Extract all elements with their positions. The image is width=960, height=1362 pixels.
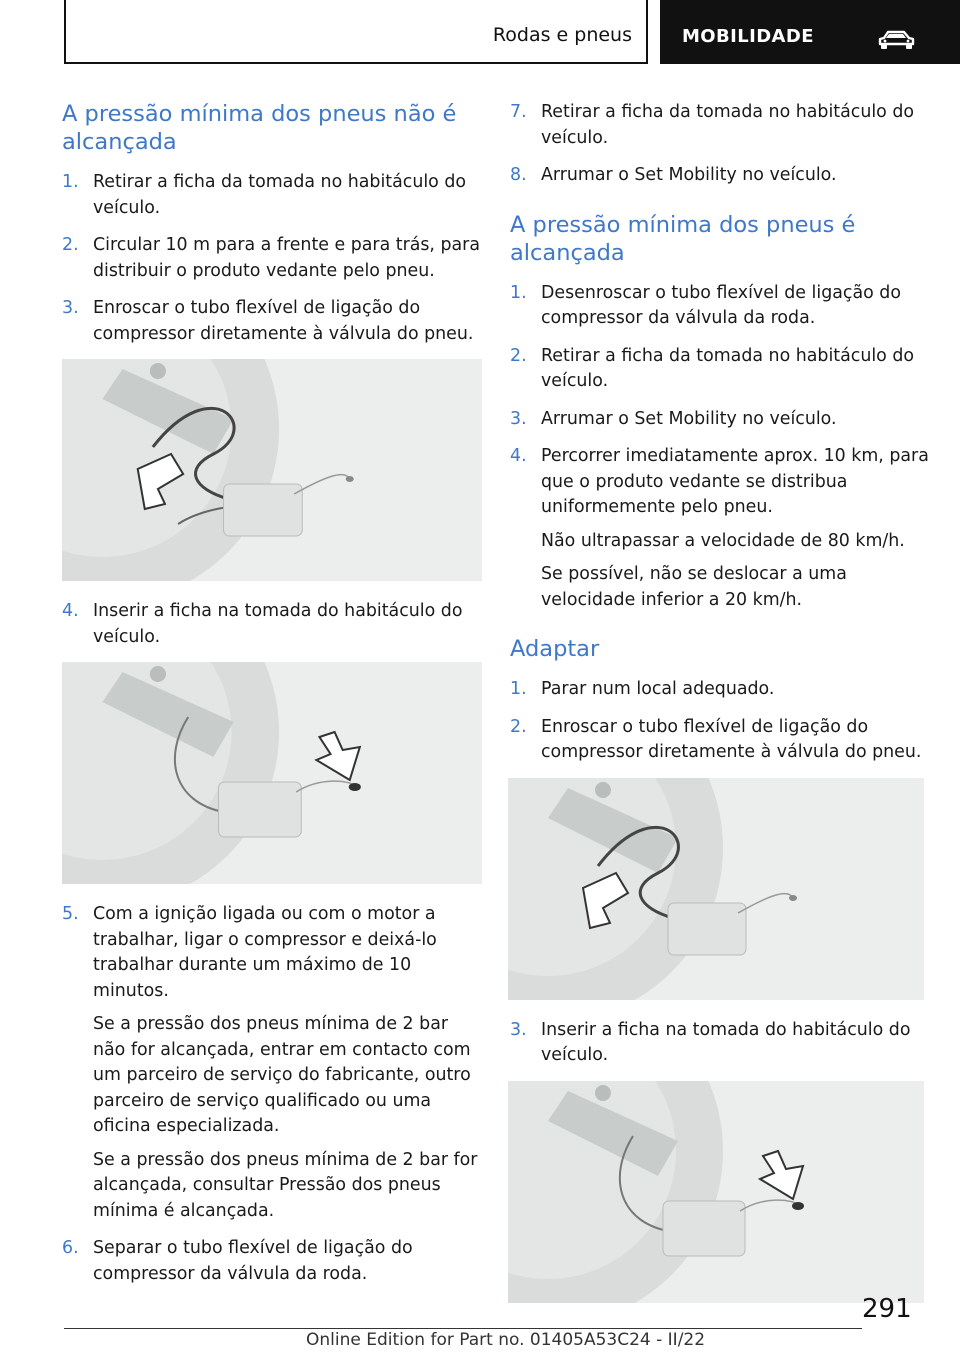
right-column xyxy=(510,100,930,1321)
section-heading-adaptar: Adaptar xyxy=(510,636,600,662)
section-title: Rodas e pneus xyxy=(492,24,632,46)
steps-list-continued xyxy=(510,100,930,189)
list-item: 1. Retirar a ficha da tomada no habitáculo do veículo. xyxy=(62,172,467,218)
steps-list-adaptar xyxy=(510,677,930,766)
list-item: 4. Inserir a ficha na tomada do habitáculo do veículo. xyxy=(62,601,463,647)
list-item: 6. Separar o tubo flexível de ligação do compressor da válvula da roda. xyxy=(62,1238,413,1284)
chapter-tab xyxy=(660,0,960,64)
section-heading-reached: A pressão mínima dos pneus é alcançada xyxy=(510,211,856,266)
illustration-plug-to-socket-2 xyxy=(508,1081,924,1303)
list-item: 7. Retirar a ficha da tomada no habitáculo do veículo. xyxy=(510,102,915,148)
list-item: 5. Com a ignição ligada ou com o motor a trabalhar, ligar o compressor e deixá-lo trabalhar durante um máximo de 10 minutos. Se a pressão dos pneus mínima de 2 bar não for alcançada, entrar em contacto com um parceiro de serviço do fabricante, outro parceiro de serviço qualificado ou uma oficina especializada. Se a pressão dos pneus mínima de 2 bar for alcançada, consultar Pressão dos pneus mínima é alcançada. xyxy=(62,902,482,1224)
steps-list-not-reached-c xyxy=(62,902,482,1287)
list-item: 1. Parar num local adequado. xyxy=(510,679,775,699)
note-min-speed: Se possível, não se deslocar a uma velocidade inferior a 20 km/h. xyxy=(541,564,847,610)
list-item: 3. Inserir a ficha na tomada do habitáculo do veículo. xyxy=(510,1019,911,1065)
section-heading-not-reached: A pressão mínima dos pneus não é alcançada xyxy=(62,101,457,155)
list-item: 2. Circular 10 m para a frente e para trás, para distribuir o produto vedante pelo pneu. xyxy=(62,235,480,281)
page-number: 291 xyxy=(862,1294,912,1324)
edition-footer: Online Edition for Part no. 01405A53C24 - II/22 xyxy=(306,1330,706,1350)
footer-divider xyxy=(64,1328,862,1329)
illustration-hose-to-valve-2 xyxy=(508,778,924,1000)
list-item: 1. Desenroscar o tubo flexível de ligação do compressor da válvula da roda. xyxy=(510,282,901,328)
steps-list-reached xyxy=(510,281,930,614)
illustration-plug-to-socket xyxy=(62,662,482,884)
list-item: 2. Retirar a ficha da tomada no habitáculo do veículo. xyxy=(510,345,915,391)
steps-list-not-reached xyxy=(62,170,482,347)
section-tab xyxy=(64,0,648,64)
car-icon xyxy=(874,28,918,52)
note-pressure-not-reached: Se a pressão dos pneus mínima de 2 bar não for alcançada, entrar em contacto com um parceiro de serviço do fabricante, outro parceiro de serviço qualificado ou uma oficina especializada. xyxy=(93,1014,471,1136)
note-speed-limit: Não ultrapassar a velocidade de 80 km/h. xyxy=(541,530,905,551)
left-column xyxy=(62,100,482,1299)
list-item: 3. Enroscar o tubo flexível de ligação do compressor diretamente à válvula do pneu. xyxy=(62,298,474,344)
chapter-title: MOBILIDADE xyxy=(682,26,814,47)
list-item: 3. Arrumar o Set Mobility no veículo. xyxy=(510,408,837,429)
illustration-hose-to-valve xyxy=(62,359,482,581)
page-header xyxy=(64,0,960,64)
steps-list-not-reached-b xyxy=(62,599,482,650)
steps-list-adaptar-b xyxy=(510,1018,930,1069)
list-item: 2. Enroscar o tubo flexível de ligação do compressor diretamente à válvula do pneu. xyxy=(510,716,922,762)
list-item: 4. Percorrer imediatamente aprox. 10 km, para que o produto vedante se distribua uniformemente pelo pneu. Não ultrapassar a velocidade de 80 km/h. Se possível, não se deslocar a uma velocidade inferior a 20 km/h. xyxy=(510,444,930,613)
list-item: 8. Arrumar o Set Mobility no veículo. xyxy=(510,165,837,185)
note-pressure-reached: Se a pressão dos pneus mínima de 2 bar for alcançada, consultar Pressão dos pneus mínima é alcançada. xyxy=(93,1149,478,1221)
